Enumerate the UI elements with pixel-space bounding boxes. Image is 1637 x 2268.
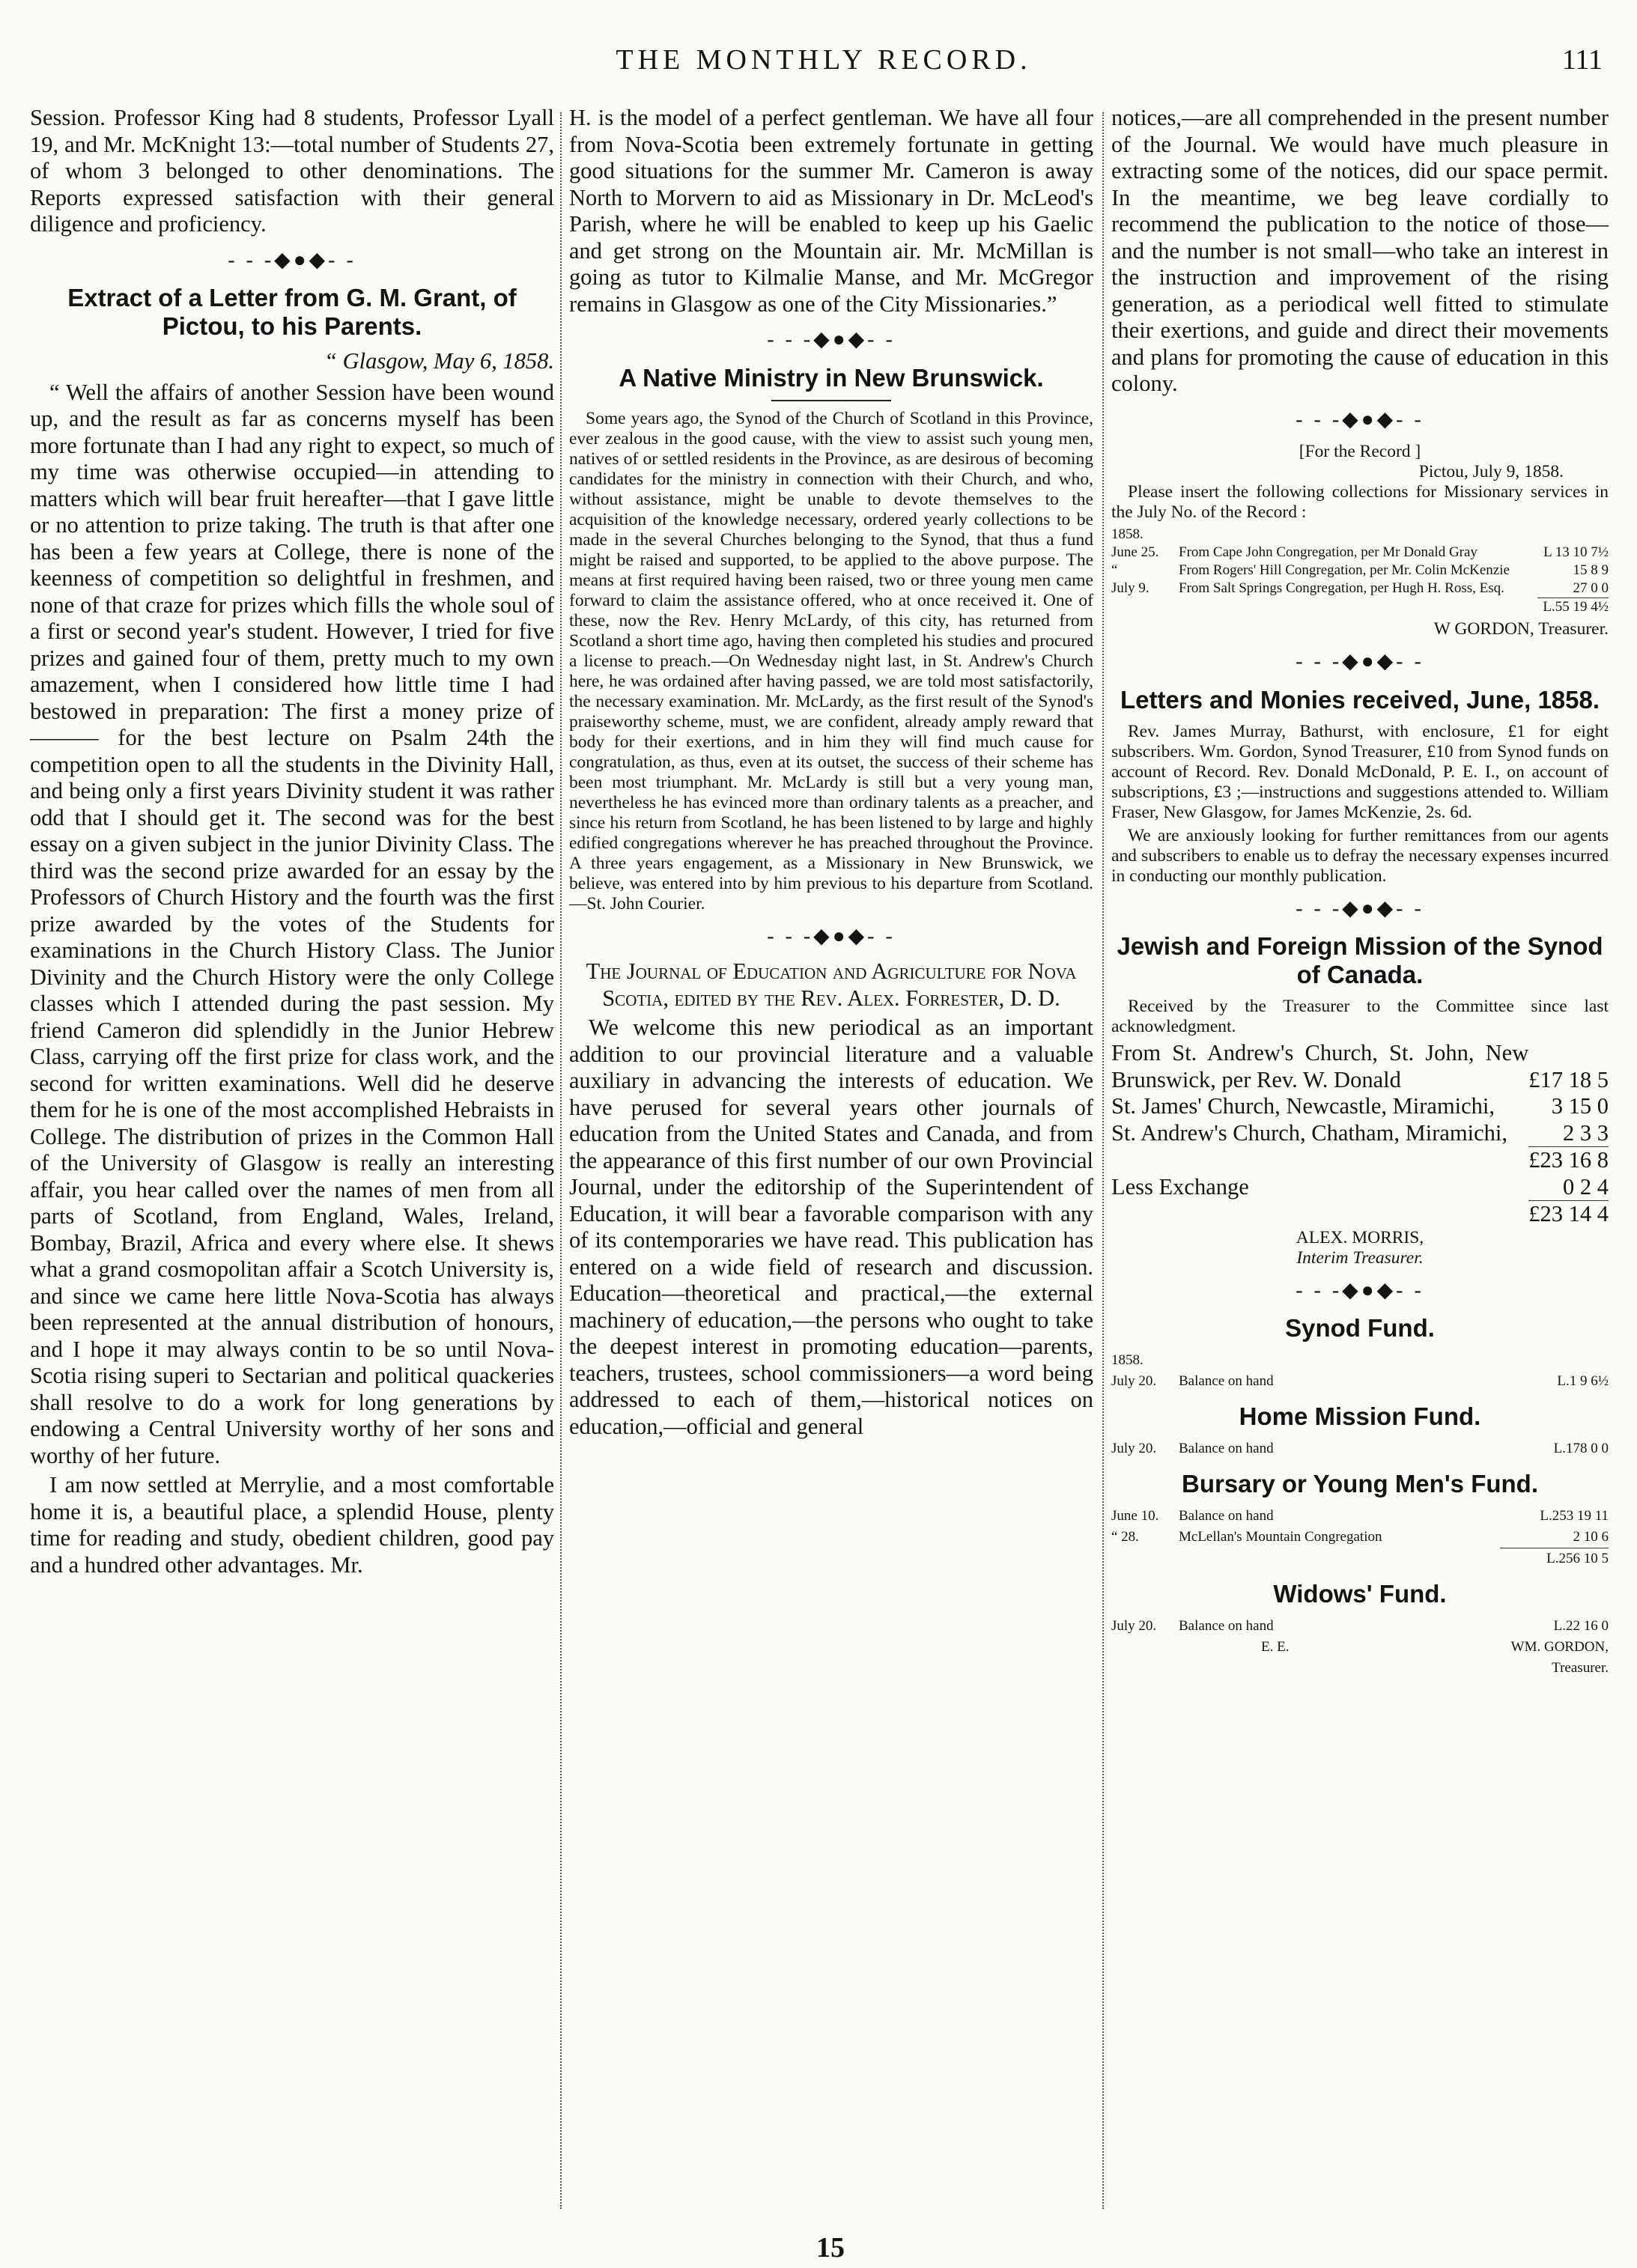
amount-cell: L.253 19 11: [1540, 1508, 1609, 1524]
desc-cell: Balance on hand: [1179, 1618, 1274, 1634]
paragraph: We are anxiously looking for further remittances from our agents and subscribers to enable us to defray the necessary expenses incurred in conducting our monthly publication.: [1111, 825, 1609, 886]
paragraph: Session. Professor King had 8 students, Professor Lyall 19, and Mr. McKnight 13:—total number of Students 27, of whom 3 belonged to other denominations. The Reports expressed satisfaction with their general diligence and proficiency.: [30, 105, 554, 237]
bursary-table: [1111, 1506, 1609, 1569]
desc-cell: Balance on hand: [1179, 1441, 1274, 1456]
table-row: [1111, 1120, 1609, 1147]
paragraph: Received by the Treasurer to the Committee since last acknowledgment.: [1111, 997, 1609, 1036]
folio-number: 15: [816, 2232, 845, 2264]
paragraph: “ Well the affairs of another Session have been wound up, and the result as far as concerns myself has been more fortunate than I had any right to expect, so much of my time was otherwise occupied—in attending to matters which will bear fruit hereafter—that I gave little or no attention to prize taking. The truth is that after one has been a few years at College, there is none of the keenness of competition so delightful in freshmen, and none of that craze for prizes which fills the whole soul of a first or second year's student. However, I tried for five prizes and gained four of them, pretty much to my own amazement, when I considered how little time I had bestowed in preparation: The first a money prize of ——— for the best lecture on Psalm 24th the competition open to all the students in the Divinity Hall, and being only a first years Divinity student it was rather odd that I should get it. The second was for the best essay on a given subject in the junior Divinity Class. The third was the second prize awarded for an essay by the Professors of Church History and the fourth was the first prize awarded by the votes of the Students for examinations in the Church History Class. The Junior Divinity and the Church History were the only College classes which I attended during the past session. My friend Cameron did splendidly in the Junior Hebrew Class, carrying off the first prize for class work, and the second for written examinations. Well did he deserve them for he is one of the most accomplished Hebraists in College. The distribution of prizes in the Common Hall of the University of Glasgow is really an interesting affair, you hear called over the names of men from all parts of Scotland, from England, Wales, Ireland, Bombay, Brazil, Africa and every where else. It shews what a grand cosmopolitan affair a Scotch University is, and since we came here little Nova-Scotia has always been represented at the annual distribution of honours, and I hope it may always contin to be so until Nova-Scotia rising superi to Sectarian and political quackeries shall resolve to do a work for long generations by endowing a Central University worthy of her sons and worthy of her future.: [30, 379, 554, 1468]
fund-heading: Synod Fund.: [1285, 1314, 1435, 1342]
date-cell: “ 28.: [1111, 1529, 1139, 1545]
desc-cell: Balance on hand: [1179, 1508, 1274, 1524]
synod-fund-table: [1111, 1350, 1609, 1392]
signature-title: Treasurer.: [1552, 1660, 1609, 1676]
amount-cell: 0 2 4: [1563, 1173, 1609, 1200]
signature-name: WM. GORDON,: [1510, 1639, 1609, 1655]
total-row: [1111, 1548, 1609, 1570]
column-rule: [1102, 112, 1104, 2209]
date-cell: July 20.: [1111, 1373, 1157, 1389]
paragraph: We welcome this new periodical as an important addition to our provincial literature and a valuable auxiliary in advancing the interests of education. We have perused for several years other journals of education from the United States and Canada, and from the appearance of this first number of our own Provincial Journal, under the editorship of the Superintendent of Education, it will bear a favorable comparison with any of its contemporaries we have read. This publication has entered on a wide field of research and discussion. Education—theoretical and practical,—the external machinery of education,—the persons who ought to take the deepest interest in promoting education—parents, teachers, trustees, school commissioners—a word being addressed to each of them,—historical notices on education,—official and general: [569, 1015, 1093, 1439]
fund-heading: Home Mission Fund.: [1239, 1402, 1481, 1430]
amount-cell: 3 15 0: [1551, 1093, 1609, 1119]
desc-cell: From Cape John Congregation, per Mr Donald Gray: [1179, 544, 1477, 560]
desc-cell: St. Andrew's Church, Chatham, Miramichi,: [1111, 1119, 1508, 1146]
desc-cell: From Salt Springs Congregation, per Hugh H. Ross, Esq.: [1179, 580, 1504, 596]
table-row: [1111, 1506, 1609, 1527]
signature-row: [1111, 1637, 1609, 1679]
table-row: [1111, 1371, 1609, 1392]
table-row: [1111, 562, 1609, 580]
ornament-divider: - - -◆●◆- -: [1296, 896, 1424, 920]
column-1: [30, 105, 554, 1581]
table-row: [1111, 1438, 1609, 1459]
journal-title: The Journal of Education and Agriculture for Nova Scotia, edited by the Rev. Alex. Forrester, D. D.: [586, 958, 1077, 1011]
fund-heading: Widows' Fund.: [1273, 1580, 1447, 1608]
desc-cell: Less Exchange: [1111, 1173, 1249, 1200]
final-signature: [1111, 1637, 1609, 1679]
subtotal-row: [1111, 1147, 1609, 1174]
heading-rule: [771, 400, 891, 401]
widows-table: [1111, 1616, 1609, 1637]
amount-cell: 2 10 6: [1573, 1529, 1609, 1545]
paragraph: notices,—are all comprehended in the present number of the Journal. We would have much pleasure in extracting some of the notices, did our space permit. In the meantime, we beg leave cordially to recommend the publication to the notice of those—and the number is not small—who take an interest in the instruction and improvement of the rising generation, as a periodical well fitted to stimulate their exertions, and guide and direct their movements and plans for promoting the cause of education in this colony.: [1111, 105, 1609, 396]
amount-cell: 27 0 0: [1573, 580, 1609, 596]
amount-cell: £17 18 5: [1528, 1066, 1609, 1092]
treasurer-title: Interim Treasurer.: [1296, 1247, 1424, 1268]
article-heading: Extract of a Letter from G. M. Grant, of Pictou, to his Parents.: [67, 284, 517, 340]
signature-initials: E. E.: [1261, 1639, 1290, 1655]
table-row: [1111, 1174, 1609, 1201]
column-3: [1111, 105, 1609, 1679]
table-row: [1111, 544, 1609, 562]
paragraph: I am now settled at Merrylie, and a most comfortable home it is, a beautiful place, a splendid House, plenty time for reading and study, obedient children, good pay and a hundred other advantages. Mr.: [30, 1472, 554, 1578]
subtotal-cell: £23 16 8: [1528, 1147, 1609, 1173]
table-row: [1111, 580, 1609, 598]
desc-cell: From Rogers' Hill Congregation, per Mr. Colin McKenzie: [1179, 562, 1510, 578]
collections-notice: [1111, 442, 1609, 639]
amount-cell: 2 3 3: [1563, 1119, 1609, 1146]
total-cell: £23 14 4: [1528, 1201, 1609, 1226]
amount-cell: L.178 0 0: [1553, 1441, 1609, 1456]
dateline: “ Glasgow, May 6, 1858.: [324, 348, 554, 374]
paragraph: Rev. James Murray, Bathurst, with enclosure, £1 for eight subscribers. Wm. Gordon, Synod Treasurer, £10 from Synod funds on account of Record. Rev. Donald McDonald, P. E. I., on account of subscriptions, £3 ;—instructions and suggestions attended to. William Fraser, New Glasgow, for James McKenzie, 2s. 6d.: [1111, 721, 1609, 822]
page-number: 111: [1561, 44, 1603, 76]
amount-cell: L 13 10 7½: [1543, 544, 1609, 560]
amount-cell: 15 8 9: [1573, 562, 1609, 578]
paragraph: Some years ago, the Synod of the Church of Scotland in this Province, ever zealous in the good cause, with the view to assist such young men, natives of or settled residents in the Province, as are desirous of becoming candidates for the ministry in connection with their Church, and who, without assistance, might be unable to devote themselves to the acquisition of the knowledge necessary, ordered yearly collections to be made in the several Churches belonging to the Synod, that thus a fund might be raised and supported, to be applied to the above purpose. The means at first required having been raised, two or three young men came forward to claim the assistance offered, who at once received it. One of these, now the Rev. Henry McLardy, of this city, has returned from Scotland a short time ago, having then completed his studies and procured a license to preach.—On Wednesday night last, in St. Andrew's Church here, he was ordained after having passed, we are told most satisfactorily, the necessary examination. Mr. McLardy, as the first result of the Synod's praiseworthy scheme, must, we are confident, already amply reward that body for their exertions, and in him they will find much cause for congratulation, as thus, even at its outset, the success of their scheme has been most triumphant. Mr. McLardy is still but a very young man, nevertheless he has evinced more than ordinary talents as a preacher, and since his return from Scotland, he has been listened to by large and highly edified congregations wherever he has preached throughout the Province. A three years engagement, as a Missionary in New Brunswick, we believe, was entered into by him previous to his departure from Scotland.—St. John Courier.: [569, 408, 1093, 913]
ornament-divider: - - -◆●◆- -: [1296, 1278, 1424, 1302]
total-cell: L.256 10 5: [1500, 1548, 1609, 1570]
paragraph: H. is the model of a perfect gentleman. We have all four from Nova-Scotia been extremely fortunate in getting good situations for the summer Mr. Cameron is away North to Morvern to aid as Missionary in Dr. McLeod's Parish, where he will be enabled to keep up his Gaelic and get strong on the Mountain air. Mr. McMillan is going as tutor to Kilmalie Manse, and Mr. McGregor remains in Glasgow as one of the City Missionaries.”: [569, 105, 1093, 317]
date-cell: July 20.: [1111, 1618, 1157, 1634]
total-cell: L.55 19 4½: [1537, 598, 1609, 617]
article-heading: A Native Ministry in New Brunswick.: [619, 363, 1044, 392]
ornament-divider: - - -◆●◆- -: [228, 248, 356, 272]
mission-table: [1111, 1040, 1609, 1228]
section-heading: Jewish and Foreign Mission of the Synod of Canada.: [1117, 932, 1603, 988]
jewish-mission-section: [1111, 997, 1609, 1037]
small-print-article: [569, 409, 1093, 914]
pictou-dateline: Pictou, July 9, 1858.: [1418, 462, 1564, 481]
date-cell: “: [1111, 562, 1118, 578]
page-header: [45, 43, 1603, 82]
column-2: [569, 105, 1093, 1443]
ornament-divider: - - -◆●◆- -: [1296, 650, 1424, 673]
table-row: [1111, 1350, 1609, 1371]
date-cell: June 10.: [1111, 1508, 1159, 1524]
ornament-divider: - - -◆●◆- -: [767, 924, 896, 948]
table-row: [1111, 1093, 1609, 1120]
desc-cell: McLellan's Mountain Congregation: [1179, 1529, 1382, 1545]
total-row: [1111, 1201, 1609, 1228]
fund-heading: Bursary or Young Men's Fund.: [1181, 1470, 1538, 1498]
home-mission-table: [1111, 1438, 1609, 1459]
year-cell: 1858.: [1111, 1352, 1144, 1368]
desc-cell: St. James' Church, Newcastle, Miramichi,: [1111, 1093, 1495, 1119]
section-heading: Letters and Monies received, June, 1858.: [1120, 685, 1600, 714]
treasurer-signature: W GORDON, Treasurer.: [1433, 619, 1609, 639]
paragraph: Please insert the following collections for Missionary services in the July No. of the Record :: [1111, 482, 1609, 522]
date-cell: July 9.: [1111, 580, 1149, 596]
running-title: THE MONTHLY RECORD.: [616, 44, 1032, 76]
ornament-divider: - - -◆●◆- -: [767, 328, 896, 351]
treasurer-name: ALEX. MORRIS,: [1296, 1227, 1424, 1247]
column-rule: [560, 112, 562, 2209]
date-cell: June 25.: [1111, 544, 1159, 560]
desc-cell: From St. Andrew's Church, St. John, New Brunswick, per Rev. W. Donald: [1111, 1040, 1529, 1092]
table-row: [1111, 1616, 1609, 1637]
desc-cell: Balance on hand: [1179, 1373, 1274, 1389]
ornament-divider: - - -◆●◆- -: [1296, 407, 1424, 431]
collections-table: [1111, 544, 1609, 616]
amount-cell: L.1 9 6½: [1557, 1373, 1609, 1389]
for-record-label: [For the Record ]: [1299, 442, 1421, 461]
date-cell: July 20.: [1111, 1441, 1157, 1456]
amount-cell: L.22 16 0: [1553, 1618, 1609, 1634]
year-label: 1858.: [1111, 526, 1144, 542]
letters-section: [1111, 722, 1609, 887]
table-row: [1111, 1040, 1609, 1093]
table-row: [1111, 1527, 1609, 1548]
total-row: [1111, 598, 1609, 617]
